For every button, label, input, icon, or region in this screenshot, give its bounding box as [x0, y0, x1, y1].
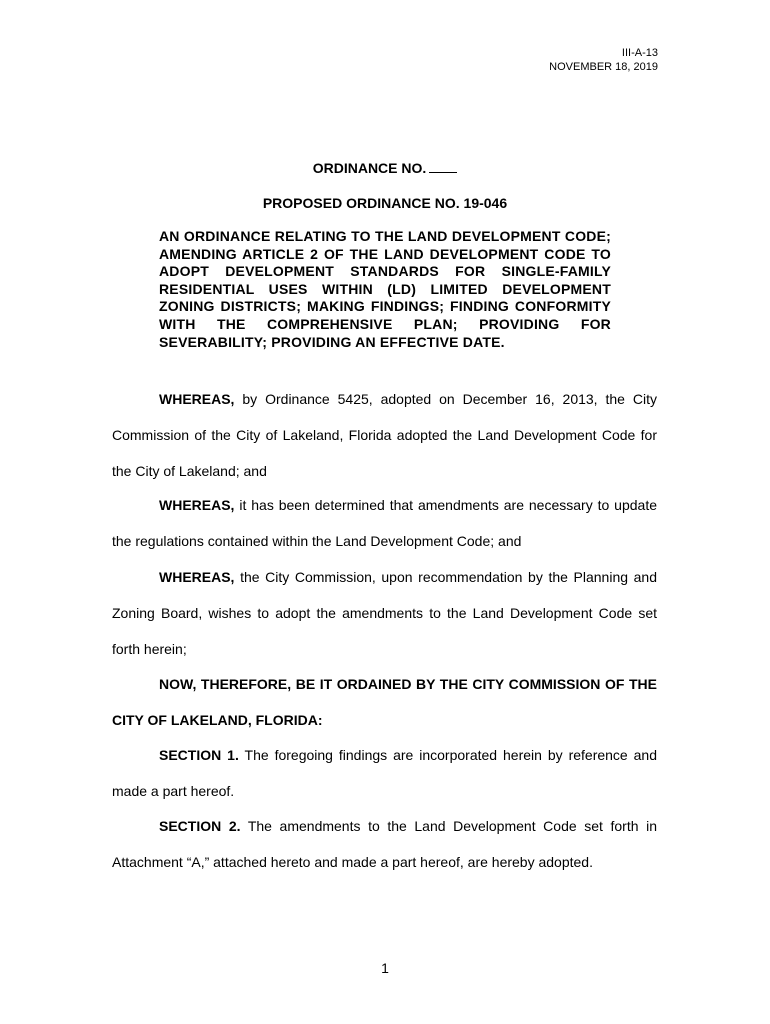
- whereas-text-2: it has been determined that amendments are necessary to update the regulations contained within the Land Development Code; and: [112, 497, 657, 549]
- section-1-text: The foregoing findings are incorporated herein by reference and made a part hereof.: [112, 747, 658, 799]
- whereas-paragraph-2: [112, 487, 657, 559]
- whereas-paragraph-1: [112, 381, 657, 489]
- section-1-paragraph: [112, 737, 657, 809]
- section-2-text: The amendments to the Land Development Code set forth in Attachment “A,” attached hereto and made a part hereof, are hereby adopted.: [112, 818, 657, 870]
- whereas-lead-3: WHEREAS,: [159, 569, 235, 585]
- ordinance-title: AN ORDINANCE RELATING TO THE LAND DEVELOPMENT CODE; AMENDING ARTICLE 2 OF THE LAND DEVELOPMENT CODE TO ADOPT DEVELOPMENT STANDARDS FOR SINGLE-FAMILY RESIDENTIAL USES WITHIN (LD) LIMITED DEVELOPMENT ZONING DISTRICTS; MAKING FINDINGS; FINDING CONFORMITY WITH THE COMPREHENSIVE PLAN; PROVIDING FOR SEVERABILITY; PROVIDING AN EFFECTIVE DATE.: [159, 228, 611, 350]
- section-1-lead: SECTION 1.: [159, 747, 239, 763]
- whereas-paragraph-3: [112, 559, 657, 667]
- whereas-text-1: by Ordinance 5425, adopted on December 16, 2013, the City Commission of the City of Lakeland, Florida adopted the Land Development Code for the City of Lakeland; and: [112, 391, 657, 479]
- ordinance-number-blank: [429, 160, 457, 173]
- header-ref-code: III-A-13: [621, 47, 658, 59]
- section-2-paragraph: [112, 808, 657, 880]
- whereas-text-3: the City Commission, upon recommendation by the Planning and Zoning Board, wishes to adopt the amendments to the Land Development Code set forth herein;: [112, 569, 657, 657]
- whereas-lead-1: WHEREAS,: [159, 391, 235, 407]
- page-number: 1: [381, 960, 389, 976]
- section-2-lead: SECTION 2.: [159, 818, 241, 834]
- header-date: NOVEMBER 18, 2019: [549, 61, 658, 73]
- ordinance-number: [0, 160, 770, 176]
- whereas-lead-2: WHEREAS,: [159, 497, 235, 513]
- ordinance-number-label: ORDINANCE NO.: [312, 160, 427, 176]
- proposed-ordinance-number: PROPOSED ORDINANCE NO. 19-046: [262, 195, 508, 211]
- header-reference: [549, 46, 658, 74]
- now-therefore-clause: NOW, THEREFORE, BE IT ORDAINED BY THE CITY COMMISSION OF THE CITY OF LAKELAND, FLORIDA:: [112, 676, 657, 728]
